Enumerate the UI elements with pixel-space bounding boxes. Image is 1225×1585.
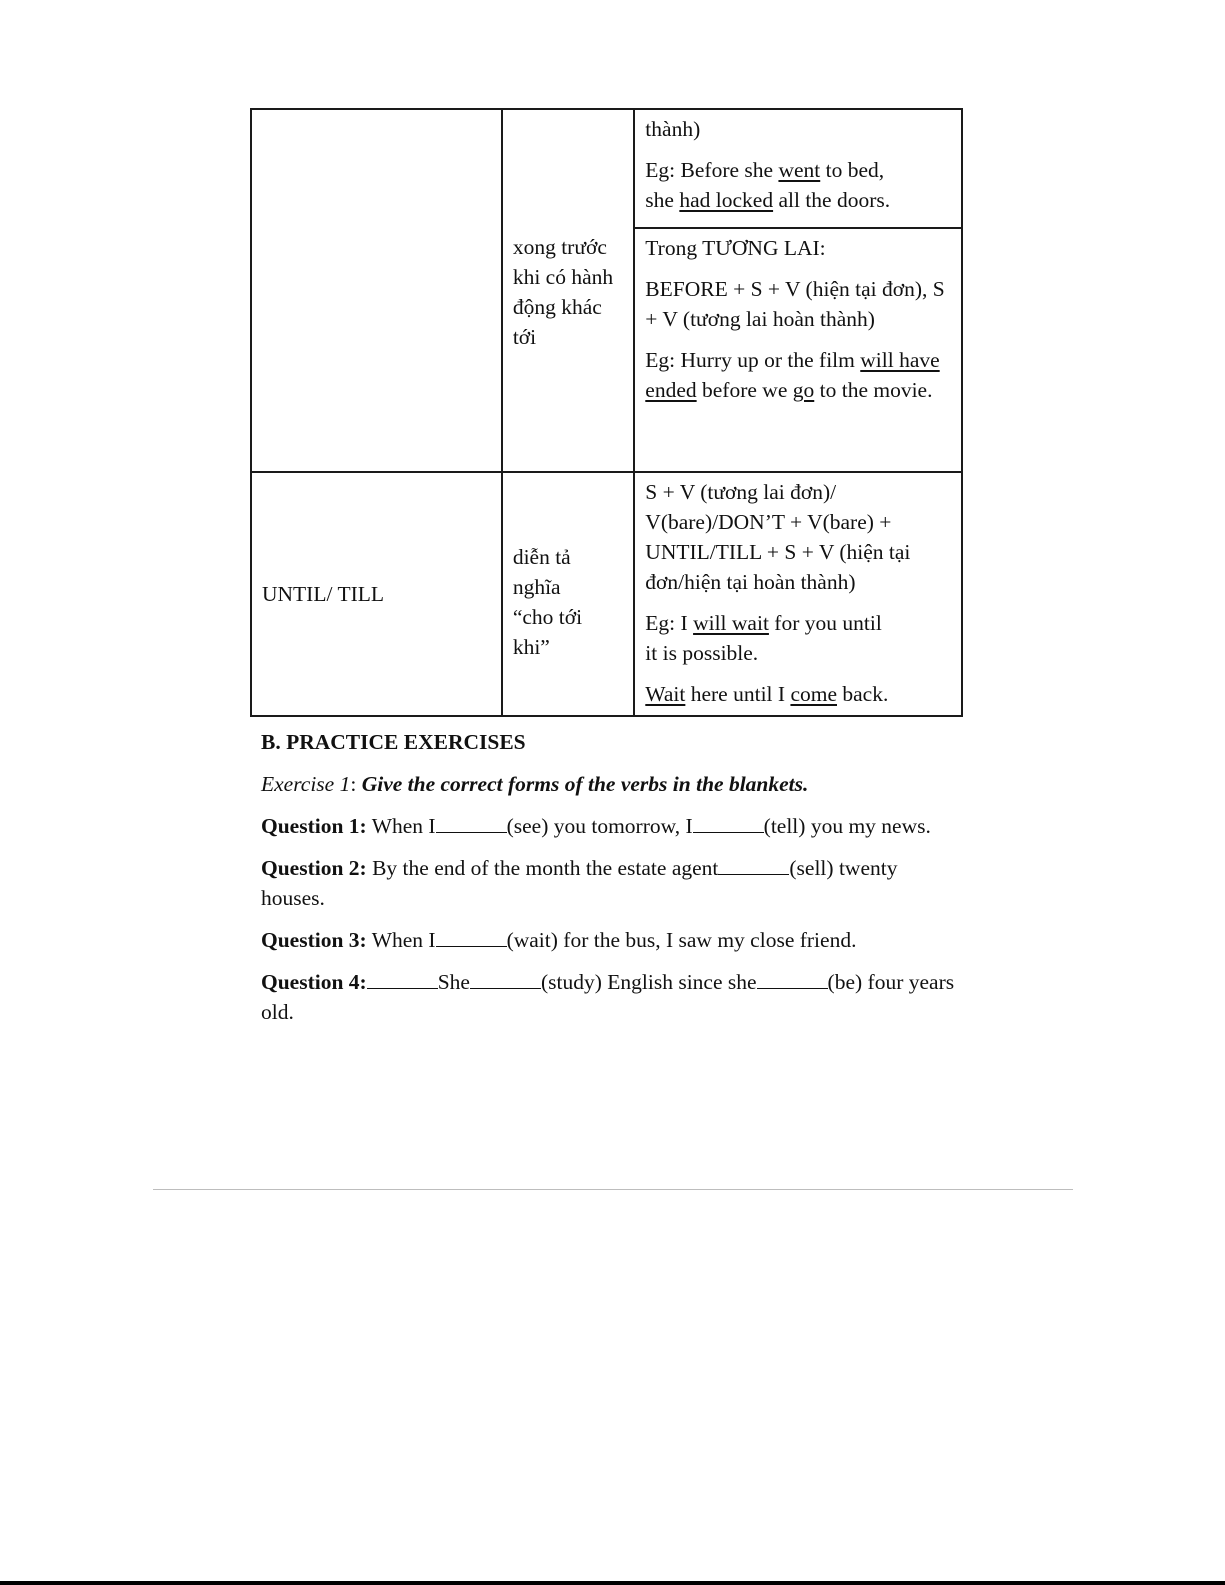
table-cell-before-label [251,109,502,472]
question-1 [261,811,961,841]
table-cell-before-meaning [502,109,634,472]
example-text: to the movie. [814,378,933,402]
section-heading: B. PRACTICE EXERCISES [261,730,526,754]
answer-blank[interactable] [367,987,438,989]
underlined-verb: went [778,158,821,182]
cell-text: thành) [645,117,701,141]
table-cell-until-label [251,472,502,716]
question-text: (wait) for the bus, I saw my close friend. [506,928,857,952]
question-2 [261,853,961,913]
example-text: she [645,188,680,212]
example-text: before we [696,378,793,402]
page-bottom-edge [0,1581,1225,1585]
question-text: When I [366,814,436,838]
answer-blank[interactable] [693,831,764,833]
example-sentence [645,679,951,709]
example-text: for you until [768,611,882,635]
underlined-verb: come [790,682,837,706]
example-text: here until I [685,682,791,706]
question-4 [261,967,961,1027]
exercise-instruction: Give the correct forms of the verbs in the blankets. [361,772,809,796]
exercise-label: Exercise 1 [261,772,351,796]
answer-blank[interactable] [436,945,507,947]
exercise-colon: : [350,772,362,796]
cell-text: xong trước khi có hành động khác tới [512,234,614,349]
question-text: (be) four years old. [261,970,955,1024]
rule-formula: S + V (tương lai đơn)/ V(bare)/DON’T + V(bare) + UNTIL/TILL + S + V (hiện tại đơn/hiện tại hoàn thành) [645,480,911,594]
table-row [251,109,962,228]
underlined-verb: had locked [679,188,774,212]
question-text: (sell) twenty houses. [261,856,898,910]
question-label: Question 1: [261,814,367,838]
question-label: Question 3: [261,928,367,952]
past-example-block [645,114,951,215]
table-row [251,472,962,716]
page-divider [153,1189,1073,1190]
exercise-title [261,769,961,799]
example-text: Eg: Before she [645,158,779,182]
question-text: (see) you tomorrow, I [506,814,693,838]
future-rule-block [645,233,951,405]
question-text: When I [366,928,436,952]
answer-blank[interactable] [718,873,789,875]
example-text: back. [837,682,889,706]
question-text: She [437,970,470,994]
question-text: (tell) you my news. [763,814,931,838]
underlined-verb: will have ended [645,348,940,402]
question-3 [261,925,961,955]
example-text: it is possible. [645,641,759,665]
grammar-table [250,108,963,717]
table-cell-future-rule [634,228,962,472]
question-text: By the end of the month the estate agent [366,856,719,880]
answer-blank[interactable] [470,987,541,989]
question-label: Question 4: [261,970,367,994]
example-text: all the doors. [773,188,891,212]
cell-text: diễn tả nghĩa “cho tới khi” [512,545,583,659]
answer-blank[interactable] [436,831,507,833]
underlined-verb: go [792,378,815,402]
until-rule-block [645,477,951,709]
cell-text: UNTIL/ TILL [262,582,384,606]
example-text: to bed, [820,158,885,182]
table-cell-past-example [634,109,962,228]
example-sentence [645,608,951,668]
underlined-verb: will wait [693,611,769,635]
question-text: (study) English since she [540,970,757,994]
underlined-verb: Wait [645,682,686,706]
rule-formula: BEFORE + S + V (hiện tại đơn), S + V (tương lai hoàn thành) [645,277,945,331]
example-text: Eg: Hurry up or the film [645,348,861,372]
example-text: Eg: I [645,611,694,635]
example-sentence [645,345,951,405]
answer-blank[interactable] [757,987,828,989]
table-cell-until-rule [634,472,962,716]
example-sentence [645,155,951,215]
table-cell-until-meaning [502,472,634,716]
practice-section [261,727,961,1027]
rule-heading: Trong TƯƠNG LAI: [645,236,826,260]
question-label: Question 2: [261,856,367,880]
